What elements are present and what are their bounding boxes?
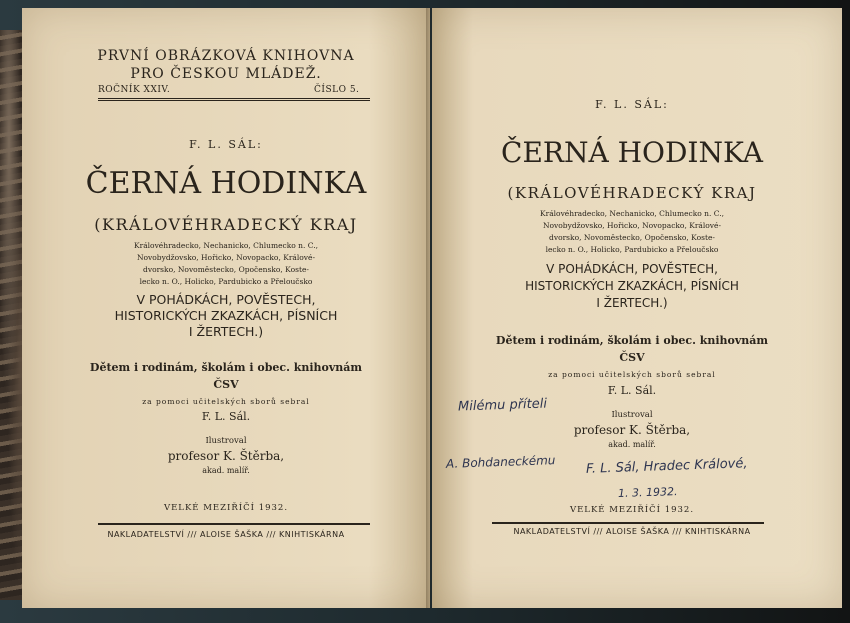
compiled-by: za pomoci učitelských sborů sebral <box>548 370 716 379</box>
compiler-name: F. L. Sál. <box>607 384 657 397</box>
place-year: VELKÉ MEZIŘÍČÍ 1932. <box>163 503 289 513</box>
dedication: Dětem i rodinám, školám i obec. knihovnám <box>89 361 363 374</box>
place-year: VELKÉ MEZIŘÍČÍ 1932. <box>569 505 695 515</box>
compiled-by: za pomoci učitelských sborů sebral <box>142 397 310 406</box>
illustrator-title: akad. malíř. <box>202 466 250 475</box>
author: F. L. SÁL: <box>189 138 263 151</box>
compiler-name: F. L. Sál. <box>201 410 251 423</box>
csv: ČSV <box>213 378 239 391</box>
left-page <box>22 8 430 608</box>
inscription-name: A. Bohdaneckému <box>445 453 556 471</box>
places-line-2: Novobydžovsko, Hořicko, Novopacko, Králové- <box>542 221 722 230</box>
genres-line-3: I ŽERTECH.) <box>188 324 264 339</box>
genres-line-1: V POHÁDKÁCH, POVĚSTECH, <box>546 262 718 276</box>
inscription-signature: F. L. Sál, Hradec Králové, <box>585 456 748 477</box>
places-line-3: dvorsko, Novoměstecko, Opočensko, Koste- <box>549 233 715 242</box>
dedication: Dětem i rodinám, školám i obec. knihovnám <box>495 334 769 347</box>
volume-label: ROČNÍK XXIV. <box>98 85 171 95</box>
genres-line-2: HISTORICKÝCH ZKAZKÁCH, PÍSNÍCH <box>525 279 739 293</box>
footer-rule <box>492 522 764 524</box>
illustrator: profesor K. Štěrba, <box>573 423 691 437</box>
genres-line-3: I ŽERTECH.) <box>596 296 668 310</box>
subtitle: (KRÁLOVÉHRADECKÝ KRAJ <box>94 215 358 234</box>
csv: ČSV <box>619 351 645 364</box>
places-line-2: Novobydžovsko, Hořicko, Novopacko, Králové- <box>136 253 316 262</box>
author: F. L. SÁL: <box>595 98 669 111</box>
publisher: NAKLADATELSTVÍ /// ALOISE ŠAŠKA /// KNIHTISKÁRNA <box>513 527 751 536</box>
illustrator: profesor K. Štěrba, <box>167 449 285 463</box>
footer-rule <box>98 523 370 525</box>
places-line-1: Královéhradecko, Nechanicko, Chlumecko n. C., <box>540 209 724 218</box>
publisher: NAKLADATELSTVÍ /// ALOISE ŠAŠKA /// KNIHTISKÁRNA <box>107 530 345 539</box>
illustrated-label: Ilustroval <box>205 436 247 446</box>
illustrated-label: Ilustroval <box>611 410 653 420</box>
series-line-2: PRO ČESKOU MLÁDEŽ. <box>130 66 322 82</box>
places-line-1: Královéhradecko, Nechanicko, Chlumecko n. C., <box>134 241 318 250</box>
places-line-4: lecko n. O., Holicko, Pardubicko a Přeloučsko <box>545 245 719 254</box>
places-line-4: lecko n. O., Holicko, Pardubicko a Přeloučsko <box>139 277 313 286</box>
genres-line-2: HISTORICKÝCH ZKAZKÁCH, PÍSNÍCH <box>114 308 338 323</box>
title: ČERNÁ HODINKA <box>85 166 367 201</box>
number-label: ČÍSLO 5. <box>314 85 360 95</box>
subtitle: (KRÁLOVÉHRADECKÝ KRAJ <box>507 184 757 202</box>
inscription-line-1: Milému příteli <box>457 396 548 415</box>
illustrator-title: akad. malíř. <box>608 440 656 449</box>
title: ČERNÁ HODINKA <box>501 136 763 169</box>
right-page <box>432 8 842 608</box>
places-line-3: dvorsko, Novoměstecko, Opočensko, Koste- <box>143 265 309 274</box>
series-line-1: PRVNÍ OBRÁZKOVÁ KNIHOVNA <box>97 48 355 64</box>
inscription-date: 1. 3. 1932. <box>617 484 678 501</box>
genres-line-1: V POHÁDKÁCH, POVĚSTECH, <box>136 292 316 307</box>
header-rule <box>98 98 370 101</box>
